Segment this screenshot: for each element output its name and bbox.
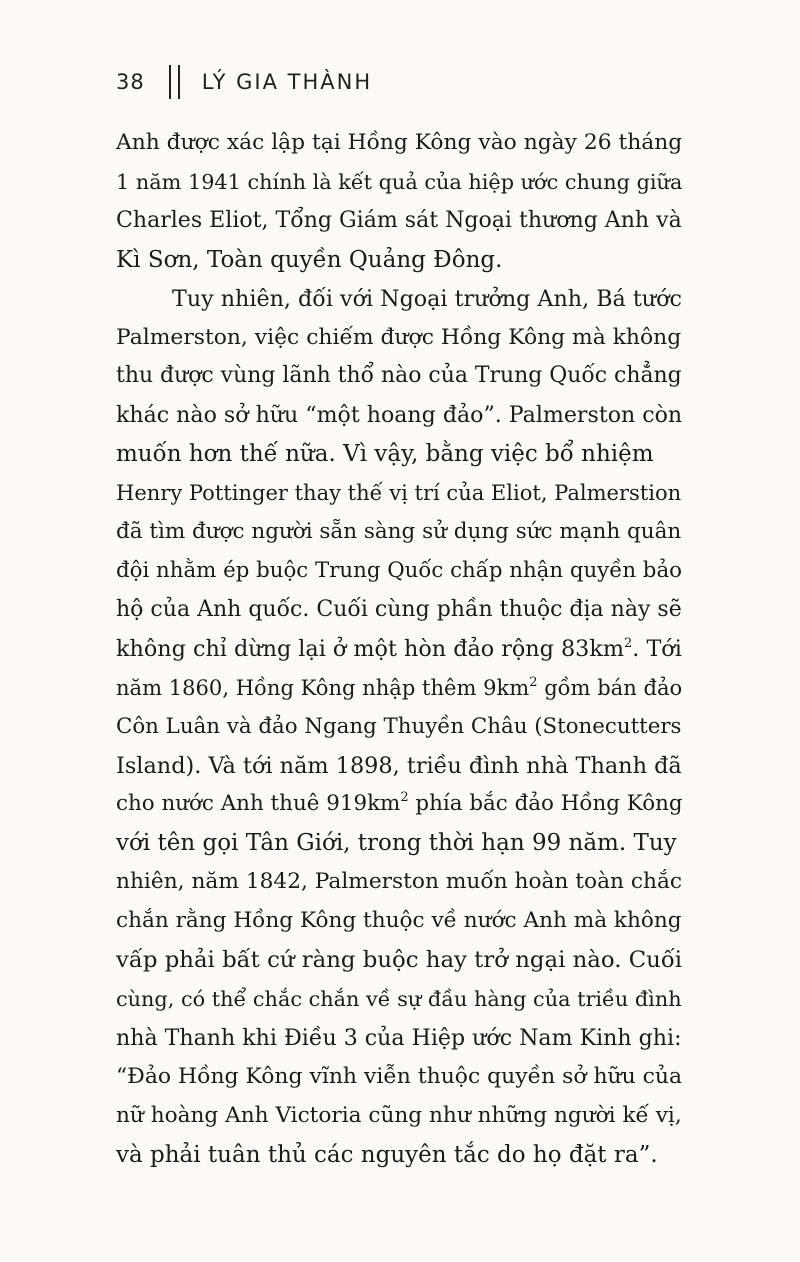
text-segment: phía bắc đảo Hồng Kông: [408, 791, 683, 817]
text-line-area: [116, 785, 682, 824]
text-segment: gồm bán đảo: [537, 674, 683, 700]
book-title: LÝ GIA THÀNH: [201, 70, 373, 94]
text-line: 1 năm 1941 chính là kết quả của hiệp ước chung giữa: [116, 169, 683, 194]
superscript: 2: [529, 674, 538, 690]
text-line: đội nhằm ép buộc Trung Quốc chấp nhận quyền bảo: [116, 557, 682, 583]
text-line: vấp phải bất cứ ràng buộc hay trở ngại nào. Cuối: [116, 947, 683, 974]
text-line: khác nào sở hữu “một hoang đảo”. Palmerston còn: [116, 402, 683, 429]
text-line: Charles Eliot, Tổng Giám sát Ngoại thương Anh và: [116, 207, 682, 233]
text-segment: cho nước Anh thuê 919km: [116, 791, 401, 817]
text-segment: . Tới: [632, 635, 682, 662]
text-line-area: [116, 669, 682, 708]
text-segment: không chỉ dừng lại ở một hòn đảo rộng 83km: [116, 635, 624, 662]
text-line: Anh được xác lập tại Hồng Kông vào ngày 26 tháng: [116, 130, 683, 155]
superscript: 2: [400, 790, 409, 806]
text-line: muốn hơn thế nữa. Vì vậy, bằng việc bổ nhiệm: [116, 441, 654, 468]
paragraph-palmerston: [116, 280, 682, 1175]
text-line: Côn Luân và đảo Ngang Thuyền Châu (Stonecutters: [116, 713, 682, 739]
paragraph-continued: [116, 124, 682, 280]
header-divider: [169, 65, 180, 99]
text-line: đã tìm được người sẵn sàng sử dụng sức mạnh quân: [116, 519, 682, 545]
text-line: Tuy nhiên, đối với Ngoại trưởng Anh, Bá tước: [172, 285, 682, 312]
text-line: Palmerston, việc chiếm được Hồng Kông mà không: [116, 324, 682, 350]
text-line: nữ hoàng Anh Victoria cũng như những người kế vị,: [116, 1102, 682, 1128]
superscript: 2: [624, 635, 633, 651]
text-line: “Đảo Hồng Kông vĩnh viễn thuộc quyền sở hữu của: [116, 1063, 683, 1089]
text-line: nhiên, năm 1842, Palmerston muốn hoàn toàn chắc: [116, 869, 683, 895]
text-segment: năm 1860, Hồng Kông nhập thêm 9km: [116, 674, 530, 700]
text-line: Kì Sơn, Toàn quyền Quảng Đông.: [116, 246, 503, 273]
text-line: Island). Và tới năm 1898, triều đình nhà Thanh đã: [116, 752, 682, 779]
text-line: chắn rằng Hồng Kông thuộc về nước Anh mà không: [116, 908, 682, 934]
text-line: và phải tuân thủ các nguyên tắc do họ đặt ra”.: [116, 1141, 658, 1168]
text-line: thu được vùng lãnh thổ nào của Trung Quốc chẳng: [116, 363, 682, 389]
body-text: [116, 124, 682, 1174]
text-line: với tên gọi Tân Giới, trong thời hạn 99 năm. Tuy: [116, 830, 677, 857]
text-line: Henry Pottinger thay thế vị trí của Eliot, Palmerstion: [116, 480, 682, 506]
text-line: hộ của Anh quốc. Cuối cùng phần thuộc địa này sẽ: [116, 596, 682, 622]
page-number: 38: [116, 70, 145, 94]
running-header: [116, 62, 372, 102]
text-line-area: [116, 630, 682, 669]
text-line: nhà Thanh khi Điều 3 của Hiệp ước Nam Kinh ghi:: [116, 1024, 682, 1051]
text-line: cùng, có thể chắc chắn về sự đầu hàng của triều đình: [116, 986, 682, 1011]
